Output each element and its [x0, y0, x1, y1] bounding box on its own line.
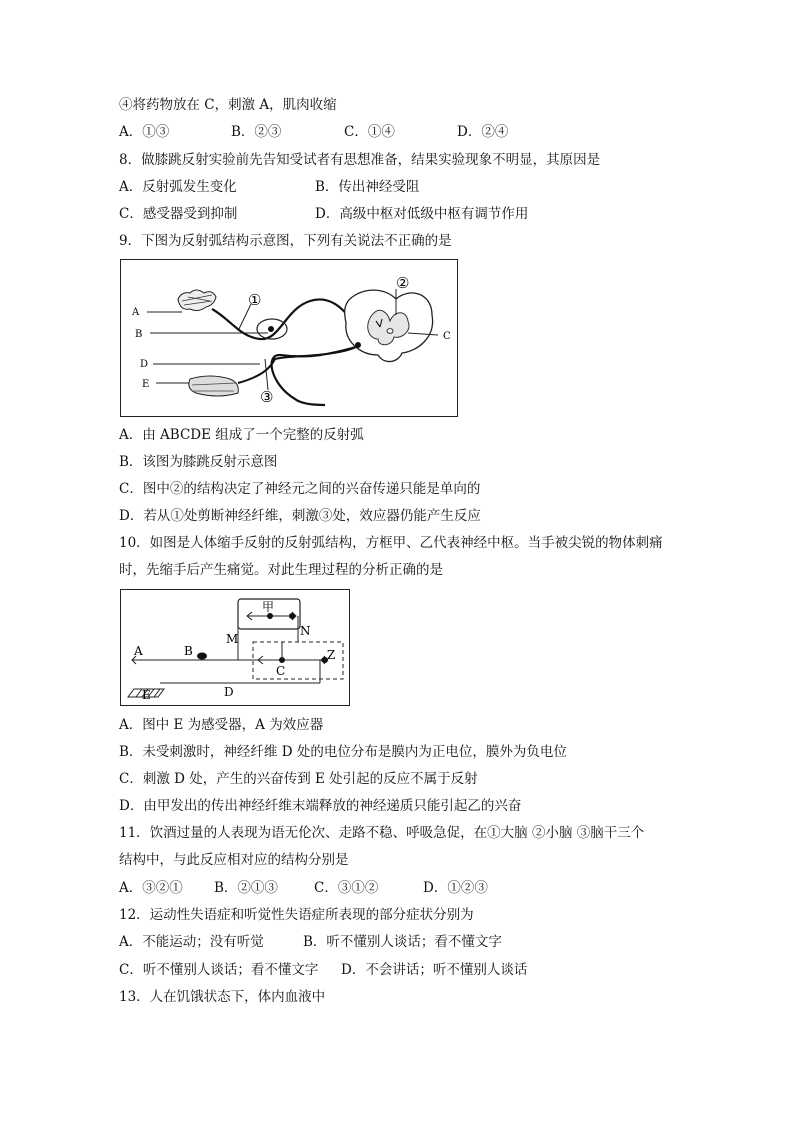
q9-option-a: A．由 ABCDE 组成了一个完整的反射弧	[119, 427, 364, 443]
q8-option-d: D．高级中枢对低级中枢有调节作用	[315, 206, 529, 222]
q12-option-b: B．听不懂别人谈话；看不懂文字	[303, 934, 502, 950]
q10-stem-line-1: 10．如图是人体缩手反射的反射弧结构，方框甲、乙代表神经中枢。当手被尖锐的物体刺痛	[119, 535, 663, 551]
fig1-label-d: D	[140, 359, 149, 370]
fig2-label-jia: 甲	[262, 600, 275, 614]
fig2-label-d: D	[224, 685, 234, 699]
fig1-marker-2: ②	[396, 274, 410, 292]
q10-option-d: D．由甲发出的传出神经纤维末端释放的神经递质只能引起乙的兴奋	[119, 798, 522, 814]
q12-option-d: D．不会讲话；听不懂别人谈话	[341, 962, 528, 978]
q11-stem-line-2: 结构中，与此反应相对应的结构分别是	[119, 852, 349, 868]
fig2-label-n: N	[300, 624, 311, 638]
q9-option-b: B．该图为膝跳反射示意图	[119, 454, 278, 470]
q13-stem: 13．人在饥饿状态下，体内血液中	[119, 989, 326, 1005]
q7-option-c: C．①④	[344, 124, 395, 140]
q9-option-c: C．图中②的结构决定了神经元之间的兴奋传递只能是单向的	[119, 481, 481, 497]
q8-option-b: B．传出神经受阻	[315, 179, 420, 195]
fig2-label-b: B	[184, 644, 193, 658]
q9-stem: 9．下图为反射弧结构示意图，下列有关说法不正确的是	[119, 233, 452, 249]
reflex-arc-figure-1	[120, 259, 458, 417]
q7-item-4: ④将药物放在 C，刺激 A，肌肉收缩	[119, 97, 337, 113]
q11-option-c: C．③①②	[314, 880, 379, 896]
q9-option-d: D．若从①处剪断神经纤维，刺激③处，效应器仍能产生反应	[119, 508, 481, 524]
q12-option-c: C．听不懂别人谈话；看不懂文字	[119, 962, 319, 978]
fig1-label-c: C	[443, 331, 451, 342]
fig2-label-yi: Z	[327, 648, 336, 662]
q12-stem: 12．运动性失语症和听觉性失语症所表现的部分症状分别为	[119, 907, 474, 923]
fig2-label-a: A	[134, 644, 143, 658]
q8-stem: 8．做膝跳反射实验前先告知受试者有思想准备，结果实验现象不明显，其原因是	[119, 152, 601, 168]
q11-option-b: B．②①③	[214, 880, 278, 896]
fig1-label-e: E	[142, 379, 150, 390]
q11-option-a: A．③②①	[119, 880, 183, 896]
q8-option-a: A．反射弧发生变化	[119, 179, 237, 195]
fig1-marker-3: ③	[260, 388, 274, 406]
fig2-label-c: C	[276, 664, 286, 678]
fig2-label-m: M	[226, 632, 239, 646]
fig1-marker-1: ①	[248, 291, 262, 309]
fig1-label-b: B	[135, 329, 143, 340]
q10-option-b: B．未受刺激时，神经纤维 D 处的电位分布是膜内为正电位，膜外为负电位	[119, 744, 567, 760]
q12-option-a: A．不能运动；没有听觉	[119, 934, 264, 950]
fig2-label-e: E	[142, 688, 151, 702]
q11-stem-line-1: 11．饮酒过量的人表现为语无伦次、走路不稳、呼吸急促，在①大脑 ②小脑 ③脑干三个	[119, 825, 645, 841]
reflex-arc-figure-2	[120, 589, 350, 706]
q11-option-d: D．①②③	[423, 880, 488, 896]
q10-option-c: C．刺激 D 处，产生的兴奋传到 E 处引起的反应不属于反射	[119, 771, 478, 787]
q10-stem-line-2: 时，先缩手后产生痛觉。对此生理过程的分析正确的是	[119, 562, 443, 578]
fig1-label-a: A	[132, 307, 140, 318]
q7-option-d: D．②④	[457, 124, 509, 140]
q7-option-b: B．②③	[231, 124, 282, 140]
q10-option-a: A．图中 E 为感受器，A 为效应器	[119, 717, 324, 733]
q7-option-a: A．①③	[119, 124, 170, 140]
q8-option-c: C．感受器受到抑制	[119, 206, 238, 222]
